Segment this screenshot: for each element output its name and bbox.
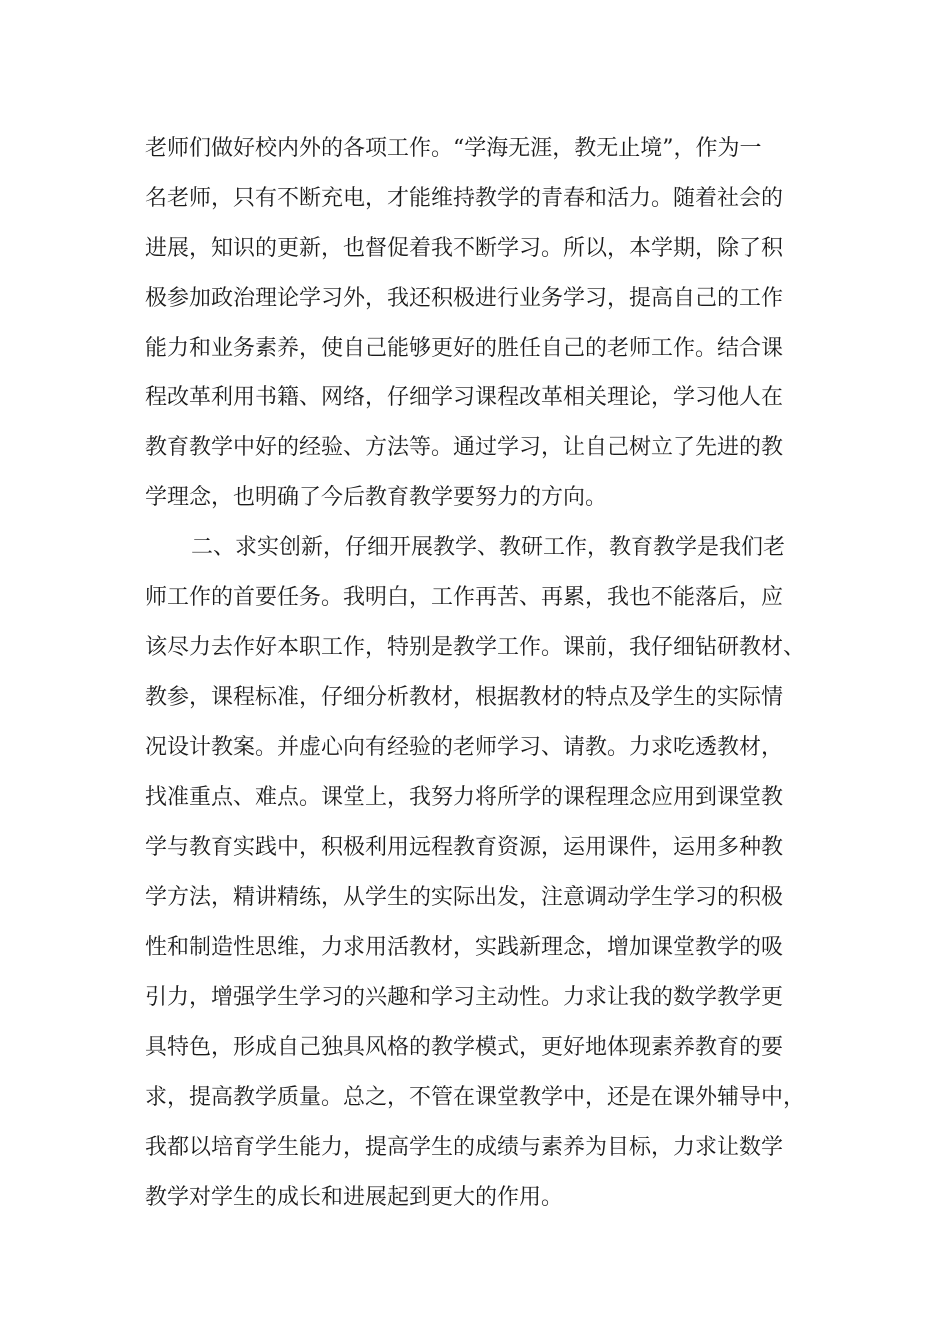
- text-line: 学理念，也明确了今后教育教学要努力的方向。: [145, 485, 608, 510]
- text-line: 引力，增强学生学习的兴趣和学习主动性。力求让我的数学教学更: [145, 985, 784, 1010]
- text-line: 我都以培育学生能力，提高学生的成绩与素养为目标，力求让数学: [145, 1135, 784, 1160]
- text-line: 能力和业务素养，使自己能够更好的胜任自己的老师工作。结合课: [145, 336, 784, 361]
- paragraph-start-line: 二、求实创新，仔细开展教学、教研工作，教育教学是我们老: [191, 535, 786, 560]
- text-line: 极参加政治理论学习外，我还积极进行业务学习，提高自己的工作: [145, 286, 784, 311]
- text-line: 况设计教案。并虚心向有经验的老师学习、请教。力求吃透教材，: [145, 735, 784, 760]
- text-line: 该尽力去作好本职工作，特别是教学工作。课前，我仔细钻研教材、: [145, 635, 806, 660]
- text-line: 教参，课程标准，仔细分析教材，根据教材的特点及学生的实际情: [145, 685, 784, 710]
- text-line: 进展，知识的更新，也督促着我不断学习。所以，本学期，除了积: [145, 236, 784, 261]
- text-line: 程改革利用书籍、网络，仔细学习课程改革相关理论，学习他人在: [145, 385, 784, 410]
- text-line: 具特色，形成自己独具风格的教学模式，更好地体现素养教育的要: [145, 1035, 784, 1060]
- text-line: 教学对学生的成长和进展起到更大的作用。: [145, 1185, 564, 1210]
- text-line: 教育教学中好的经验、方法等。通过学习，让自己树立了先进的教: [145, 435, 784, 460]
- text-line: 找准重点、难点。课堂上，我努力将所学的课程理念应用到课堂教: [145, 785, 784, 810]
- text-line: 师工作的首要任务。我明白，工作再苦、再累，我也不能落后，应: [145, 585, 784, 610]
- text-line: 求，提高教学质量。总之，不管在课堂教学中，还是在课外辅导中，: [145, 1085, 806, 1110]
- text-line: 老师们做好校内外的各项工作。“学海无涯，教无止境”，作为一: [145, 136, 762, 161]
- text-line: 名老师，只有不断充电，才能维持教学的青春和活力。随着社会的: [145, 186, 784, 211]
- text-line: 性和制造性思维，力求用活教材，实践新理念，增加课堂教学的吸: [145, 935, 784, 960]
- text-line: 学与教育实践中，积极利用远程教育资源，运用课件，运用多种教: [145, 835, 784, 860]
- text-line: 学方法，精讲精练，从学生的实际出发，注意调动学生学习的积极: [145, 885, 784, 910]
